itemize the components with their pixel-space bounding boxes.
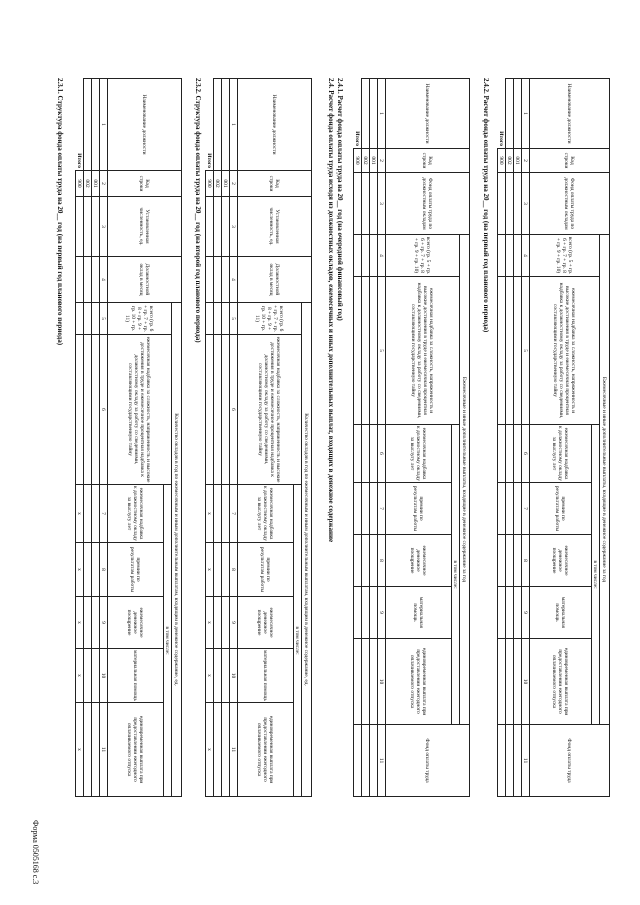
th-including: в том числе:	[164, 485, 172, 797]
th-quantity-group: Количество окладов в год по ежемесячным и иным дополнительным выплатам, входящим в денежное содержание, ед.	[172, 303, 182, 797]
total-row: Итого 900 х х х х х	[206, 79, 214, 797]
table-2-3-2: Наименование должности Код строки Установленная численность, ед. Должностной оклад в месяц Количество окладов в год по ежемесячным и иным дополнительным выплатам, входящим в денежное содержание, ед. всего (гр. 6 + гр. 7 + гр. 8 + гр. 9 + гр. 10 + гр. 11) ежемесячная надбавка за сложность, напряженность и высокие достижения в труде и ежемесячное процентная надбавка к должностному окладу за работу со сведениями, составляющими государственную тайну в том числе: ежемесячная надбавка к должностному окладу за выслугу лет премии по результатам работы ежемесячное денежное поощрение материальная помощь единовременная выплата при предоставлении ежегодного оплачиваемого отпуска 1 2 3 4 5 6 7 8 9 10 11 001 002 Итого 900 х х х х х	[205, 78, 312, 797]
table-2-4-2: Наименование должности Код строки Фонд оплаты труда по должностным окладам Ежемесячные и иные дополнительные выплаты, входящие в денежное содержание за год Фонд оплаты труда всего (гр. 5 + гр. 6 + гр. 7 + гр. 8 + гр. 9 + гр. 10) ежемесячная надбавка за сложность, напряженность и высокие достижения в труде и ежемесячная процентная надбавка к должностному окладу за работу со сведениями, составляющими государственную тайну в том числе: ежемесячная надбавка к должностному окладу за выслугу лет премии по результатам работы ежемесячное денежное поощрение материальная помощь единовременная выплата при предоставлении ежегодного оплачиваемого отпуска 1 2 3 4 5 6 7 8 9 10 11 001 002 Итого 900	[497, 78, 610, 797]
table-row: 001	[92, 79, 100, 797]
table-row: 001	[514, 79, 522, 797]
table-2-4-1: Наименование должности Код строки Фонд оплаты труда по должностным окладам Ежемесячные и иные дополнительные выплаты, входящие в денежное содержание за год Фонд оплаты труда всего (гр. 5 + гр. 6 + гр. 7 + гр. 8 + гр. 9 + гр. 10) ежемесячная надбавка за сложность, напряженность и высокие достижения в труде и ежемесячная процентная надбавка к должностному окладу за работу со сведениями, составляющими государственную тайну в том числе: ежемесячная надбавка к должностному окладу за выслугу лет премии по результатам работы ежемесячное денежное поощрение материальная помощь единовременная выплата при предоставлении ежегодного оплачиваемого отпуска 1 2 3 4 5 6 7 8 9 10 11 001 002 Итого 900	[353, 78, 470, 797]
total-row: Итого 900	[498, 79, 506, 797]
total-row: Итого 900	[354, 79, 362, 797]
th-staff: Установленная численность, ед.	[108, 197, 182, 257]
table-row: 002	[214, 79, 222, 797]
th-row-code: Код строки	[108, 171, 182, 197]
th-leave-payment: единовременная выплата при предоставлении ежегодного оплачиваемого отпуска	[108, 703, 164, 797]
th-allowance: ежемесячная надбавка за сложность, напряженность и высокие достижения в труде и ежемесячное процентная надбавка к должностному окладу за работу со сведениями, составляющими государственную тайну	[108, 335, 172, 485]
th-bonus: премии по результатам работы	[108, 543, 164, 597]
section-2-4-title: 2.4. Расчет фонда оплаты труда исходя из должностных окладов, ежемесячных и иных дополнительных выплат, входящих в денежное содержание	[327, 78, 335, 543]
table-row: 002	[506, 79, 514, 797]
table-row: 001	[370, 79, 378, 797]
form-code: Форма 0505168 с.3	[31, 820, 40, 885]
section-2-3-1-title: 2.3.1. Структура фонда оплаты труда на 20__ год (на первый год планового периода)	[56, 78, 64, 346]
th-salary: Должностной оклад в месяц	[108, 257, 182, 303]
table-row: 002	[362, 79, 370, 797]
table-2-3-1: Наименование должности Код строки Установленная численность, ед. Должностной оклад в месяц Количество окладов в год по ежемесячным и иным дополнительным выплатам, входящим в денежное содержание, ед. всего (гр. 6 + гр. 7 + гр. 8 + гр. 9 + гр. 10 + гр. 11) ежемесячная надбавка за сложность, напряженность и высокие достижения в труде и ежемесячное процентная надбавка к должностному окладу за работу со сведениями, составляющими государственную тайну в том числе: ежемесячная надбавка к должностному окладу за выслугу лет премии по результатам работы ежемесячное денежное поощрение материальная помощь единовременная выплата при предоставлении ежегодного оплачиваемого отпуска 1 2 3 4 5 6 7 8 9 10 11 001 002 Итого 900 х х х х х	[75, 78, 182, 797]
table-row: 001	[222, 79, 230, 797]
total-row: Итого 900 х х х х х	[76, 79, 84, 797]
section-2-4-2-title: 2.4.2. Расчет фонда оплаты труда на 20__ год (на первый год планового периода)	[482, 78, 490, 333]
th-seniority: ежемесячная надбавка к должностному окладу за выслугу лет	[108, 485, 164, 543]
th-total: всего (гр. 6 + гр. 7 + гр. 8 + гр. 9 + гр. 10 + гр. 11)	[108, 303, 172, 335]
th-monthly-incentive: ежемесячное денежное поощрение	[108, 597, 164, 649]
table-row: 002	[84, 79, 92, 797]
th-position: Наименование должности	[108, 79, 182, 171]
th-material-aid: материальная помощь	[108, 649, 164, 703]
section-2-4-1-title: 2.4.1. Расчет фонда оплаты труда на 20__ год (на очередной финансовый год)	[336, 78, 344, 321]
section-2-3-2-title: 2.3.2. Структура фонда оплаты труда на 20__ год (на второй год планового периода)	[194, 78, 202, 343]
